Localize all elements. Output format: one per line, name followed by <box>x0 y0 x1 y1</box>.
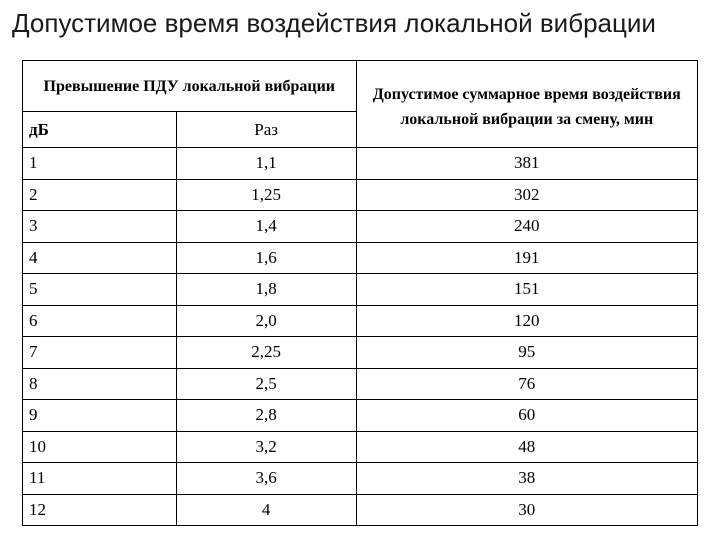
cell-minutes: 302 <box>356 179 698 211</box>
cell-db: 4 <box>23 242 177 274</box>
cell-db: 2 <box>23 179 177 211</box>
cell-times: 2,0 <box>176 305 356 337</box>
cell-db: 11 <box>23 463 177 495</box>
cell-minutes: 48 <box>356 431 698 463</box>
table-header <box>23 61 698 148</box>
header-excess-limit: Превышение ПДУ локальной вибрации <box>23 61 357 112</box>
page-title: Допустимое время воздействия локальной вибрации <box>12 8 656 38</box>
table-row <box>23 337 698 369</box>
cell-minutes: 60 <box>356 400 698 432</box>
table-row <box>23 242 698 274</box>
cell-db: 7 <box>23 337 177 369</box>
cell-times: 1,1 <box>176 148 356 180</box>
cell-times: 3,2 <box>176 431 356 463</box>
cell-times: 2,5 <box>176 368 356 400</box>
table-row <box>23 211 698 243</box>
vibration-table <box>22 60 698 526</box>
table-row <box>23 179 698 211</box>
cell-db: 9 <box>23 400 177 432</box>
cell-db: 10 <box>23 431 177 463</box>
cell-minutes: 240 <box>356 211 698 243</box>
table-row <box>23 368 698 400</box>
cell-minutes: 76 <box>356 368 698 400</box>
cell-times: 1,4 <box>176 211 356 243</box>
header-db: дБ <box>23 112 177 148</box>
table-row <box>23 148 698 180</box>
cell-db: 5 <box>23 274 177 306</box>
cell-minutes: 151 <box>356 274 698 306</box>
cell-times: 1,6 <box>176 242 356 274</box>
cell-minutes: 381 <box>356 148 698 180</box>
cell-times: 3,6 <box>176 463 356 495</box>
cell-db: 3 <box>23 211 177 243</box>
cell-times: 2,8 <box>176 400 356 432</box>
table-row <box>23 305 698 337</box>
cell-db: 6 <box>23 305 177 337</box>
header-allowed-time: Допустимое суммарное время воздействия локальной вибрации за смену, мин <box>356 61 698 148</box>
cell-times: 2,25 <box>176 337 356 369</box>
table-row <box>23 431 698 463</box>
cell-minutes: 191 <box>356 242 698 274</box>
cell-minutes: 30 <box>356 494 698 526</box>
table-row <box>23 274 698 306</box>
table-row <box>23 400 698 432</box>
cell-minutes: 95 <box>356 337 698 369</box>
cell-minutes: 120 <box>356 305 698 337</box>
cell-times: 4 <box>176 494 356 526</box>
cell-minutes: 38 <box>356 463 698 495</box>
table-row <box>23 463 698 495</box>
cell-times: 1,8 <box>176 274 356 306</box>
table-body <box>23 148 698 526</box>
cell-db: 1 <box>23 148 177 180</box>
cell-db: 12 <box>23 494 177 526</box>
cell-times: 1,25 <box>176 179 356 211</box>
table-row <box>23 494 698 526</box>
header-times: Раз <box>176 112 356 148</box>
cell-db: 8 <box>23 368 177 400</box>
